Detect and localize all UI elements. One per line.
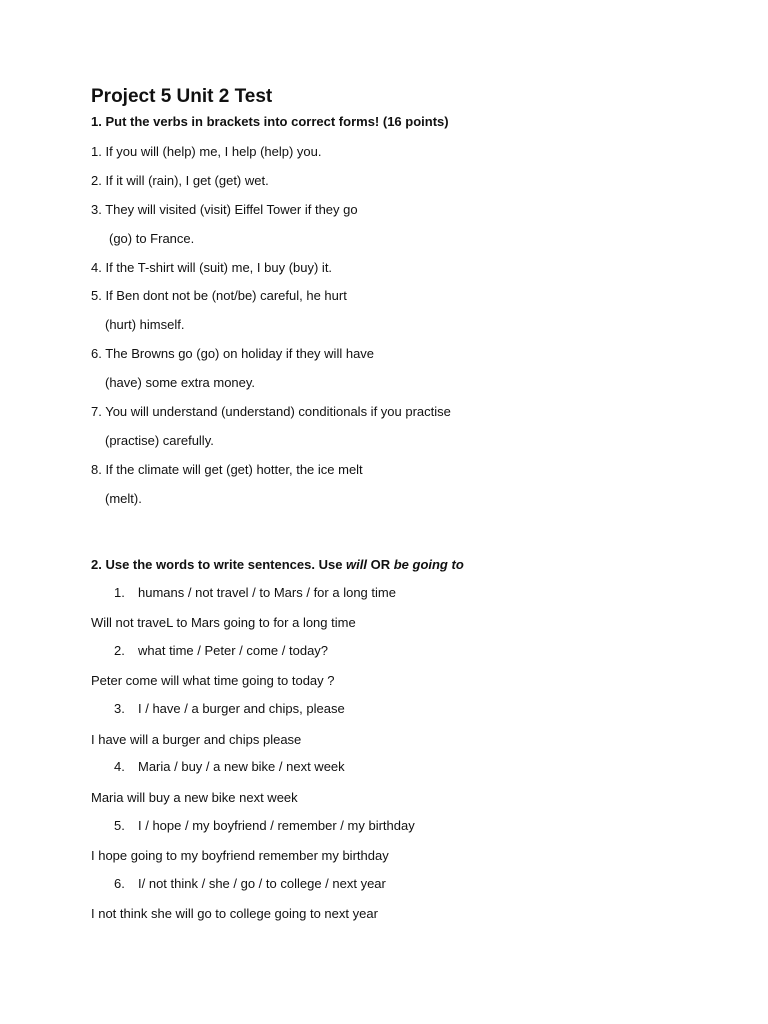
s2-answer-6: I not think she will go to college going to next year bbox=[91, 906, 378, 921]
s1-line-3: 3. They will visited (visit) Eiffel Tower if they go bbox=[91, 202, 358, 217]
s1-line-6: 6. The Browns go (go) on holiday if they will have bbox=[91, 346, 375, 361]
s2-prompt-5 bbox=[114, 818, 415, 833]
s2-prompt-1 bbox=[114, 585, 396, 600]
s1-line-7-cont: (practise) carefully. bbox=[105, 433, 214, 448]
section2-heading-or: OR bbox=[366, 557, 394, 572]
s1-line-4: 4. If the T-shirt will (suit) me, I buy (buy) it. bbox=[91, 260, 333, 275]
s1-line-1: 1. If you will (help) me, I help (help) you. bbox=[91, 144, 322, 159]
s1-line-8-cont: (melt). bbox=[105, 491, 142, 506]
section2-heading bbox=[91, 557, 464, 572]
s2-prompt-text: I/ not think / she / go / to college / next year bbox=[138, 876, 386, 891]
s2-prompt-6 bbox=[114, 876, 386, 891]
s2-answer-1: Will not traveL to Mars going to for a long time bbox=[91, 615, 356, 630]
section2-heading-will: will bbox=[346, 557, 367, 572]
s1-line-2: 2. If it will (rain), I get (get) wet. bbox=[91, 173, 269, 188]
s1-line-6-cont: (have) some extra money. bbox=[105, 375, 256, 390]
section2-heading-going: be going to bbox=[393, 557, 464, 572]
s1-line-8: 8. If the climate will get (get) hotter, the ice melt bbox=[91, 462, 363, 477]
s1-line-5-cont: (hurt) himself. bbox=[105, 317, 185, 332]
s2-prompt-3 bbox=[114, 701, 345, 716]
section2-heading-prefix: 2. Use the words to write sentences. Use bbox=[91, 557, 347, 572]
s2-prompt-text: what time / Peter / come / today? bbox=[138, 643, 329, 658]
s2-prompt-number: 6. bbox=[114, 876, 125, 891]
s2-prompt-text: I / hope / my boyfriend / remember / my birthday bbox=[138, 818, 415, 833]
s2-prompt-text: humans / not travel / to Mars / for a long time bbox=[138, 585, 396, 600]
s1-line-5: 5. If Ben dont not be (not/be) careful, he hurt bbox=[91, 288, 347, 303]
s2-answer-4: Maria will buy a new bike next week bbox=[91, 790, 298, 805]
s2-prompt-number: 4. bbox=[114, 759, 125, 774]
section1-heading: 1. Put the verbs in brackets into correct forms! (16 points) bbox=[91, 114, 449, 129]
s1-line-3-cont: (go) to France. bbox=[109, 231, 195, 246]
s2-prompt-number: 3. bbox=[114, 701, 125, 716]
s2-prompt-number: 2. bbox=[114, 643, 125, 658]
s2-prompt-text: I / have / a burger and chips, please bbox=[138, 701, 345, 716]
s2-prompt-text: Maria / buy / a new bike / next week bbox=[138, 759, 345, 774]
s2-prompt-number: 1. bbox=[114, 585, 125, 600]
s2-prompt-4 bbox=[114, 759, 345, 774]
s2-answer-3: I have will a burger and chips please bbox=[91, 732, 302, 747]
s2-answer-2: Peter come will what time going to today ? bbox=[91, 673, 335, 688]
page-title: Project 5 Unit 2 Test bbox=[91, 86, 273, 107]
s2-prompt-2 bbox=[114, 643, 328, 658]
s1-line-7: 7. You will understand (understand) conditionals if you practise bbox=[91, 404, 451, 419]
s2-prompt-number: 5. bbox=[114, 818, 125, 833]
s2-answer-5: I hope going to my boyfriend remember my birthday bbox=[91, 848, 389, 863]
